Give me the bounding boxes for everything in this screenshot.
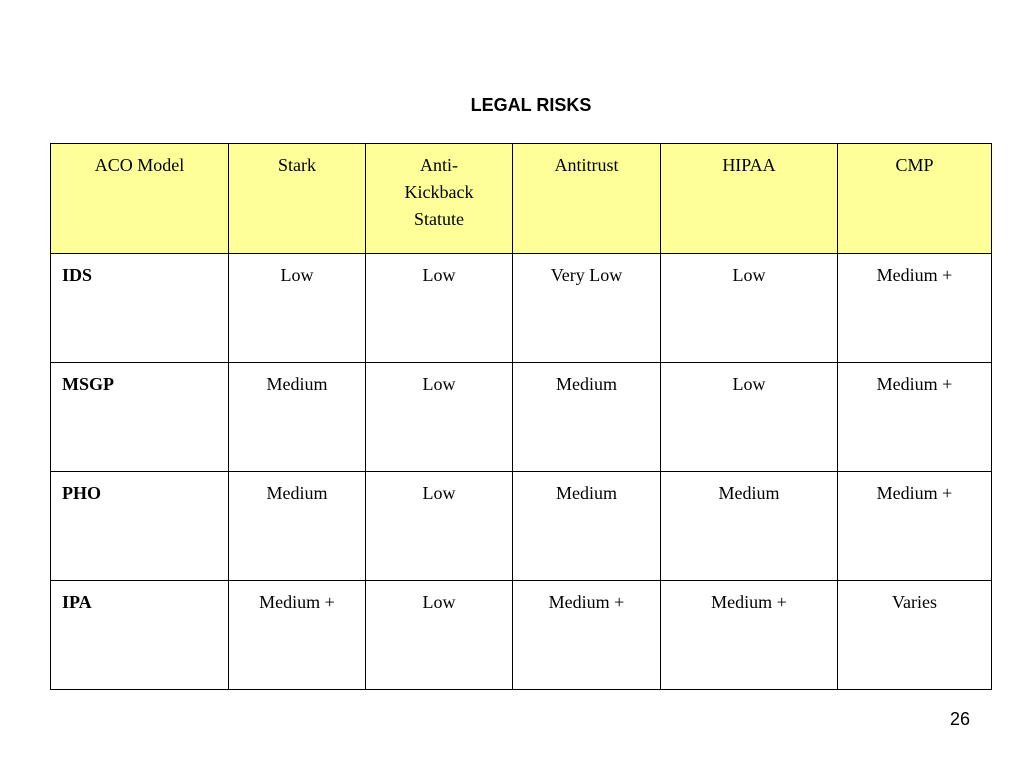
cell-msgp-hipaa: Low <box>661 363 838 472</box>
cell-ipa-hipaa: Medium + <box>661 581 838 690</box>
header-anti-kickback-line-1: Anti- <box>420 155 458 175</box>
cell-ipa-cmp: Varies <box>838 581 992 690</box>
table-row-ipa <box>51 581 992 690</box>
cell-ids-antitrust: Very Low <box>513 254 661 363</box>
table-row-ids <box>51 254 992 363</box>
cell-ipa-stark: Medium + <box>229 581 366 690</box>
header-aco-model: ACO Model <box>51 144 229 254</box>
slide-title: LEGAL RISKS <box>470 95 592 115</box>
table-row-pho <box>51 472 992 581</box>
cell-pho-cmp: Medium + <box>838 472 992 581</box>
row-label-msgp: MSGP <box>51 363 229 472</box>
cell-pho-anti-kickback: Low <box>366 472 513 581</box>
cell-ids-hipaa: Low <box>661 254 838 363</box>
header-stark: Stark <box>229 144 366 254</box>
cell-ipa-anti-kickback: Low <box>366 581 513 690</box>
header-anti-kickback-statute <box>366 144 513 254</box>
cell-pho-hipaa: Medium <box>661 472 838 581</box>
header-hipaa: HIPAA <box>661 144 838 254</box>
header-anti-kickback-line-3: Statute <box>414 209 464 229</box>
header-row <box>51 144 992 254</box>
table-header <box>51 144 992 254</box>
table-row-msgp <box>51 363 992 472</box>
header-cmp: CMP <box>838 144 992 254</box>
legal-risks-table <box>50 143 992 690</box>
cell-ids-cmp: Medium + <box>838 254 992 363</box>
cell-ipa-antitrust: Medium + <box>513 581 661 690</box>
row-label-pho: PHO <box>51 472 229 581</box>
row-label-ipa: IPA <box>51 581 229 690</box>
header-anti-kickback-line-2: Kickback <box>404 182 474 202</box>
cell-ids-anti-kickback: Low <box>366 254 513 363</box>
page-number: 26 <box>949 709 970 729</box>
header-antitrust: Antitrust <box>513 144 661 254</box>
row-label-ids: IDS <box>51 254 229 363</box>
table-body <box>51 254 992 690</box>
cell-msgp-cmp: Medium + <box>838 363 992 472</box>
cell-msgp-stark: Medium <box>229 363 366 472</box>
cell-ids-stark: Low <box>229 254 366 363</box>
cell-pho-antitrust: Medium <box>513 472 661 581</box>
cell-msgp-antitrust: Medium <box>513 363 661 472</box>
cell-msgp-anti-kickback: Low <box>366 363 513 472</box>
cell-pho-stark: Medium <box>229 472 366 581</box>
